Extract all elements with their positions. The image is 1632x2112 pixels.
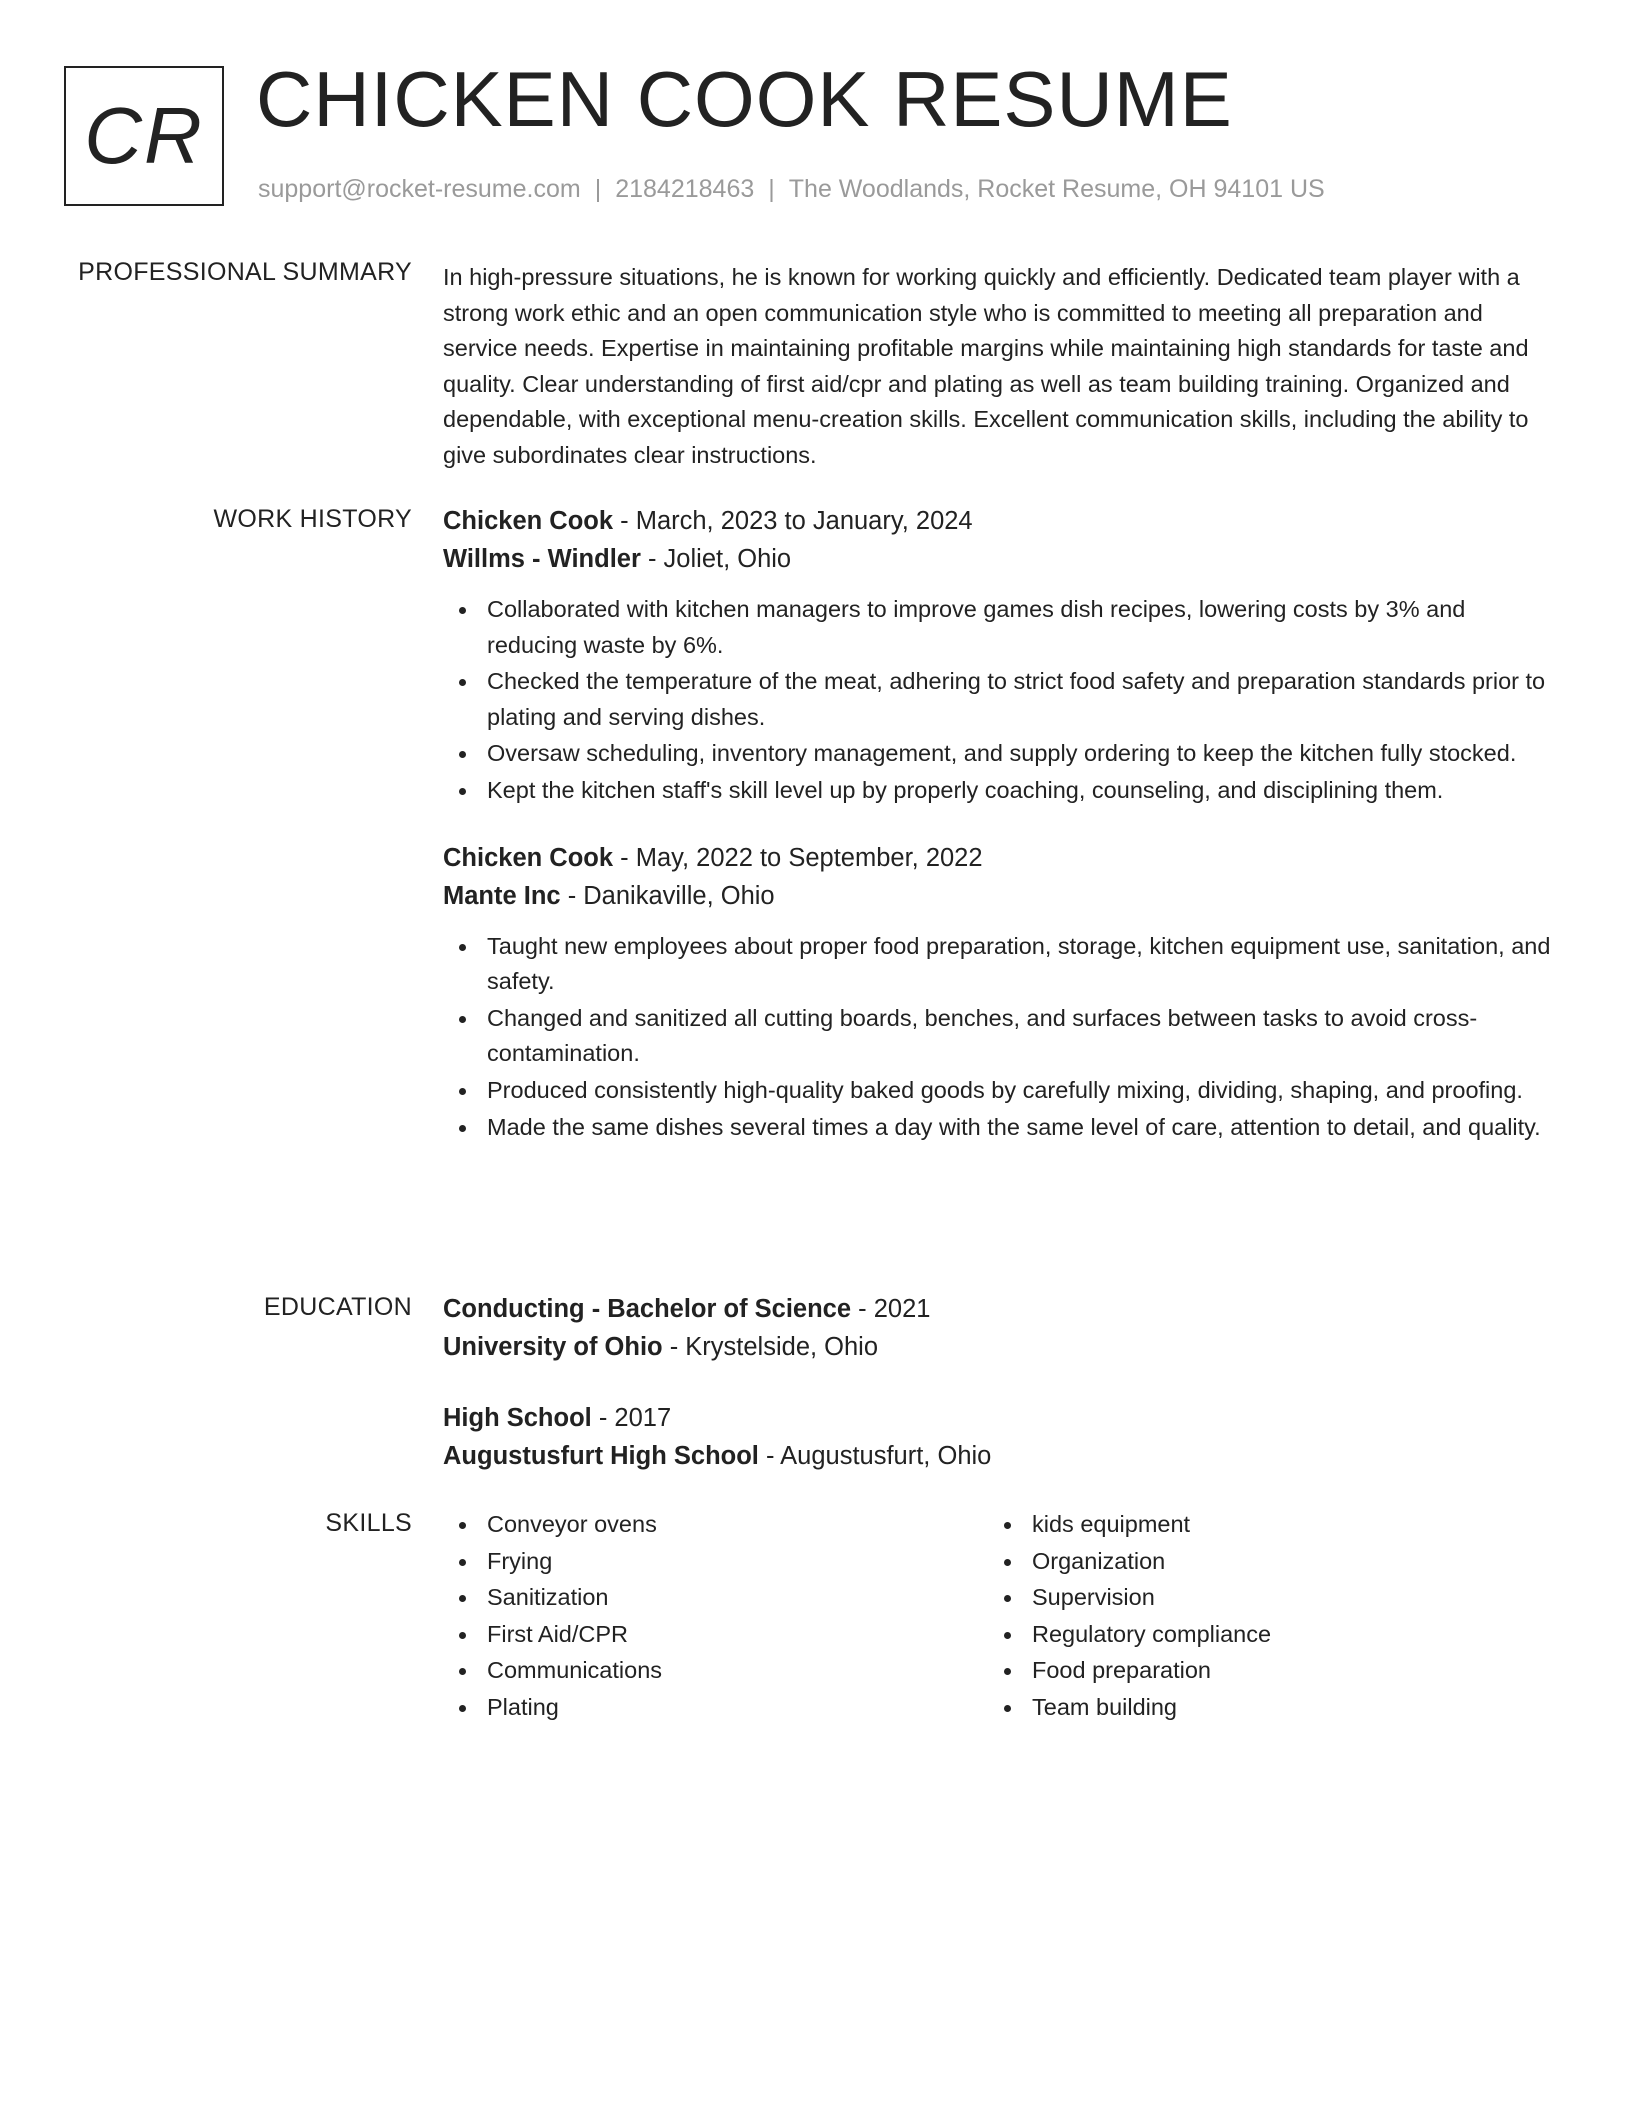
job-bullets bbox=[443, 592, 1553, 809]
education-entry bbox=[443, 1399, 1553, 1475]
job-bullet: Kept the kitchen staff's skill level up by properly coaching, counseling, and disciplining them. bbox=[487, 773, 1553, 809]
job-role: Chicken Cook bbox=[443, 843, 614, 872]
skills-column-right bbox=[988, 1507, 1533, 1727]
skills-heading: SKILLS bbox=[325, 1509, 412, 1537]
education-location: - Krystelside, Ohio bbox=[662, 1333, 879, 1361]
job-company: Willms - Windler bbox=[443, 545, 641, 573]
job-dates: - May, 2022 to September, 2022 bbox=[613, 843, 983, 872]
job-title-line bbox=[443, 839, 1553, 877]
job-dates: - March, 2023 to January, 2024 bbox=[613, 507, 973, 535]
contact-phone: 2184218463 bbox=[615, 175, 755, 203]
skills-columns bbox=[443, 1507, 1553, 1727]
skills-list bbox=[443, 1507, 988, 1726]
monogram-logo: CR bbox=[64, 66, 224, 206]
summary-heading: PROFESSIONAL SUMMARY bbox=[78, 258, 412, 286]
education-degree: Conducting - Bachelor of Science bbox=[443, 1295, 852, 1323]
job-bullet: Taught new employees about proper food preparation, storage, kitchen equipment use, sanitation, and safety. bbox=[487, 929, 1553, 1000]
contact-separator: | bbox=[768, 175, 775, 203]
contact-email: support@rocket-resume.com bbox=[258, 175, 581, 203]
education-school-line bbox=[443, 1328, 1553, 1366]
education-heading: EDUCATION bbox=[263, 1293, 412, 1321]
job-location: - Joliet, Ohio bbox=[640, 545, 792, 573]
skills-list bbox=[988, 1507, 1533, 1726]
job-bullet: Changed and sanitized all cutting boards, benches, and surfaces between tasks to avoid cross-contamination. bbox=[487, 1001, 1553, 1072]
skill-item: Communications bbox=[487, 1653, 988, 1689]
skill-item: Conveyor ovens bbox=[487, 1507, 988, 1543]
job-company-line bbox=[443, 540, 1553, 578]
work-history-heading: WORK HISTORY bbox=[213, 505, 412, 533]
education-school: University of Ohio bbox=[443, 1333, 663, 1361]
job-entry bbox=[443, 502, 1553, 809]
job-bullets bbox=[443, 929, 1553, 1146]
job-company-line bbox=[443, 877, 1553, 915]
skill-item: First Aid/CPR bbox=[487, 1617, 988, 1653]
skill-item: Food preparation bbox=[1032, 1653, 1533, 1689]
education-degree: High School bbox=[443, 1404, 592, 1432]
education-degree-line bbox=[443, 1290, 1553, 1328]
education-degree-line bbox=[443, 1399, 1553, 1437]
skill-item: Team building bbox=[1032, 1690, 1533, 1726]
education-entry bbox=[443, 1290, 1553, 1366]
job-bullet: Collaborated with kitchen managers to improve games dish recipes, lowering costs by 3% and reducing waste by 6%. bbox=[487, 592, 1553, 663]
summary-text: In high-pressure situations, he is known for working quickly and efficiently. Dedicated team player with a strong work ethic and an open communication style who is committed to meeting all preparation and service needs. Expertise in maintaining profitable margins while maintaining high standards for taste and quality. Clear understanding of first aid/cpr and plating as well as team building training. Organized and dependable, with exceptional menu-creation skills. Excellent communication skills, including the ability to give subordinates clear instructions. bbox=[443, 264, 1529, 468]
contact-address: The Woodlands, Rocket Resume, OH 94101 US bbox=[788, 175, 1325, 203]
skill-item: Plating bbox=[487, 1690, 988, 1726]
job-bullet: Oversaw scheduling, inventory management, and supply ordering to keep the kitchen fully stocked. bbox=[487, 736, 1553, 772]
skill-item: Organization bbox=[1032, 1544, 1533, 1580]
contact-line bbox=[258, 175, 1325, 204]
contact-separator: | bbox=[594, 175, 602, 203]
job-location: - Danikaville, Ohio bbox=[560, 881, 775, 910]
job-company: Mante Inc bbox=[443, 881, 561, 910]
education-year: - 2021 bbox=[851, 1295, 931, 1323]
job-bullet: Made the same dishes several times a day with the same level of care, attention to detail, and quality. bbox=[487, 1110, 1553, 1146]
education-location: - Augustusfurt, Ohio bbox=[758, 1442, 992, 1470]
resume-title: CHICKEN COOK RESUME bbox=[256, 55, 1233, 143]
education-year: - 2017 bbox=[591, 1404, 672, 1432]
job-entry bbox=[443, 839, 1553, 1146]
job-role: Chicken Cook bbox=[443, 507, 614, 535]
skill-item: Regulatory compliance bbox=[1032, 1617, 1533, 1653]
skill-item: Frying bbox=[487, 1544, 988, 1580]
job-bullet: Produced consistently high-quality baked goods by carefully mixing, dividing, shaping, and proofing. bbox=[487, 1073, 1553, 1109]
skill-item: Supervision bbox=[1032, 1580, 1533, 1616]
skill-item: kids equipment bbox=[1032, 1507, 1533, 1543]
education-school-line bbox=[443, 1437, 1553, 1475]
job-title-line bbox=[443, 502, 1553, 540]
skill-item: Sanitization bbox=[487, 1580, 988, 1616]
education-school: Augustusfurt High School bbox=[443, 1442, 759, 1470]
job-bullet: Checked the temperature of the meat, adhering to strict food safety and preparation standards prior to plating and serving dishes. bbox=[487, 664, 1553, 735]
skills-column-left bbox=[443, 1507, 988, 1727]
